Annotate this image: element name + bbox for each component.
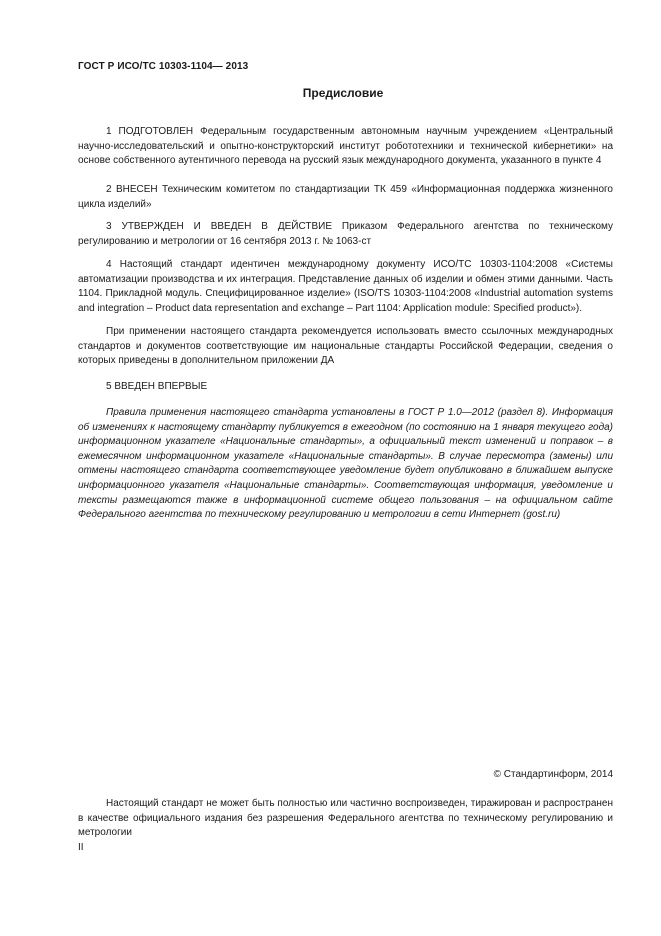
paragraph-identical: 4 Настоящий стандарт идентичен международному документу ИСО/ТС 10303-1104:2008 «Системы автоматизации производства и их интеграция. Представление данных об изделии и обмен этими данными. Часть 1104. Прикладной модуль. Специфицированное изделие» (ISO/TS 10303-1104:2008 «Industrial automation systems and integration – Product data representation and exchange – Part 1104: Application module: Specified product»). xyxy=(78,259,613,314)
standard-code-header: ГОСТ Р ИСО/ТС 10303-1104— 2013 xyxy=(78,61,249,72)
page-title: Предисловие xyxy=(302,86,384,100)
copyright-notice: © Стандартинформ, 2014 xyxy=(493,769,613,780)
paragraph-introduced: 2 ВНЕСЕН Техническим комитетом по стандартизации ТК 459 «Информационная поддержка жизненного цикла изделий» xyxy=(78,184,613,210)
paragraph-approved: 3 УТВЕРЖДЕН И ВВЕДЕН В ДЕЙСТВИЕ Приказом Федерального агентства по техническому регулированию и метрологии от 16 сентября 2013 г. № 1063-ст xyxy=(78,221,613,247)
reproduction-notice: Настоящий стандарт не может быть полностью или частично воспроизведен, тиражирован и распространен в качестве официального издания без разрешения Федерального агентства по техническому регулированию и метрологии xyxy=(78,798,613,839)
paragraph-application: При применении настоящего стандарта рекомендуется использовать вместо ссылочных международных стандартов и документов соответствующие им национальные стандарты Российской Федерации, сведения о которых приведены в дополнительном приложении ДА xyxy=(78,326,613,367)
paragraph-first-introduced: 5 ВВЕДЕН ВПЕРВЫЕ xyxy=(106,381,208,392)
page-number: II xyxy=(78,842,84,853)
paragraph-rules: Правила применения настоящего стандарта установлены в ГОСТ Р 1.0—2012 (раздел 8). Информация об изменениях к настоящему стандарту публикуется в ежегодном (по состоянию на 1 января текущего года) информационном указателе «Национальные стандарты», а официальный текст изменений и поправок – в ежемесячном информационном указателе «Национальные стандарты». В случае пересмотра (замены) или отмены настоящего стандарта соответствующее уведомление будет опубликовано в ближайшем выпуске информационного указателя «Национальные стандарты». Соответствующая информация, уведомление и тексты размещаются также в информационной системе общего пользования – на официальном сайте Федерального агентства по техническому регулированию и метрологии в сети Интернет (gost.ru) xyxy=(78,407,613,521)
paragraph-prepared: 1 ПОДГОТОВЛЕН Федеральным государственным автономным научным учреждением «Центральный научно-исследовательский и опытно-конструкторский институт робототехники и технической кибернетики» на основе собственного аутентичного перевода на русский язык международного документа, указанного в пункте 4 xyxy=(78,126,613,167)
